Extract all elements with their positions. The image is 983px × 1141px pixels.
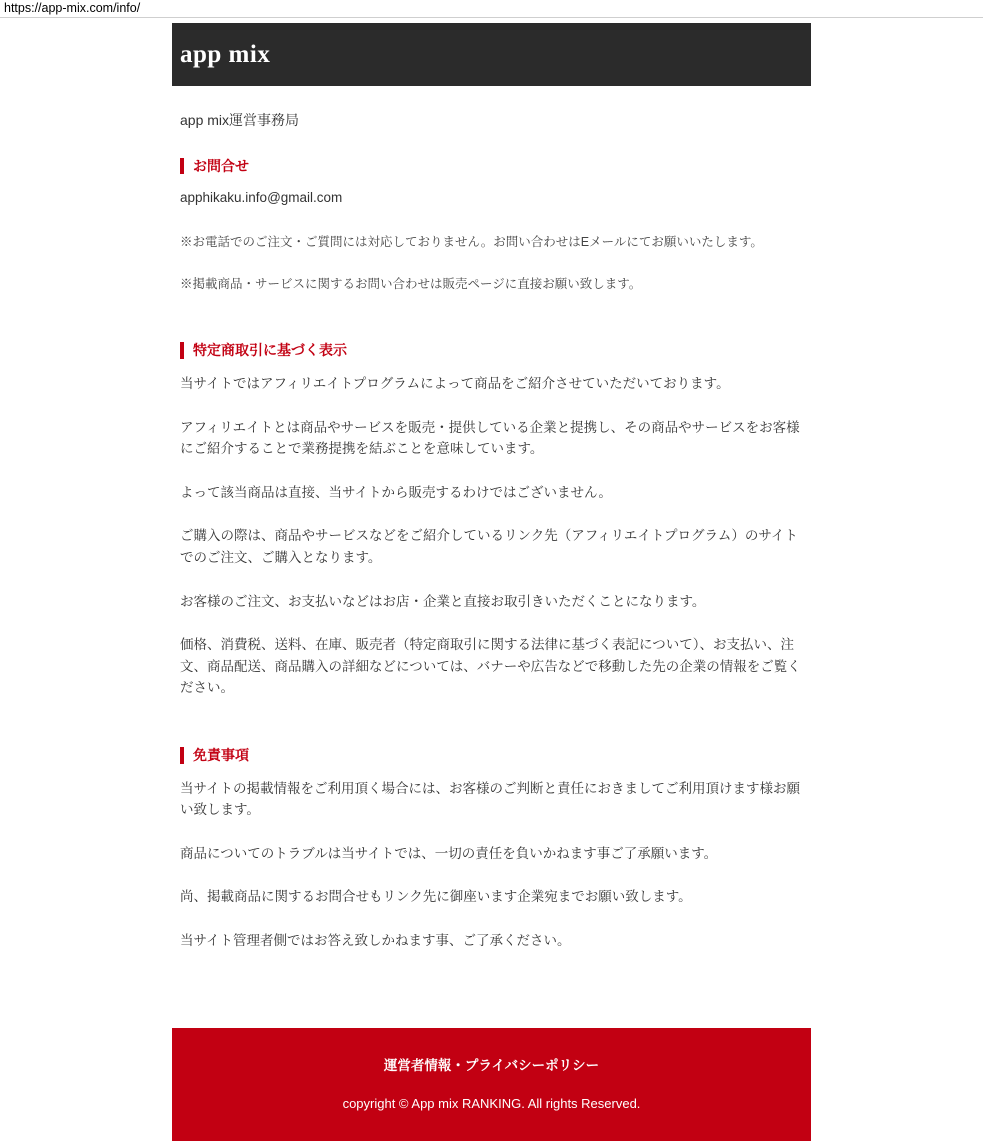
disclaimer-para-3: 尚、掲載商品に関するお問合せもリンク先に御座います企業宛までお願い致します。 [180,889,692,905]
contact-note-2: ※掲載商品・サービスに関するお問い合わせは販売ページに直接お願い致します。 [180,276,642,291]
section-heading-disclaimer: 免責事項 [180,747,803,764]
contact-email[interactable]: apphikaku.info@gmail.com [180,190,343,206]
section-heading-contact: お問合せ [180,158,803,175]
commercial-para-2: アフィリエイトとは商品やサービスを販売・提供している企業と提携し、その商品やサービスをお客様にご紹介することで業務提携を結ぶことを意味しています。 [180,419,800,457]
contact-note-1: ※お電話でのご注文・ご質問には対応しておりません。お問い合わせはEメールにてお願いいたします。 [180,235,763,250]
section-heading-commercial-transactions: 特定商取引に基づく表示 [180,342,803,359]
commercial-para-4: ご購入の際は、商品やサービスなどをご紹介しているリンク先（アフィリエイトプログラム）のサイトでのご注文、ご購入となります。 [180,528,798,565]
site-footer [172,1028,811,1141]
commercial-para-1: 当サイトではアフィリエイトプログラムによって商品をご紹介させていただいております。 [180,375,730,391]
site-logo-title[interactable]: app mix [180,40,271,68]
browser-url-bar[interactable]: https://app-mix.com/info/ [0,0,983,18]
main-content [172,110,811,998]
site-container [172,23,811,1141]
content-bottom-spacer [180,974,803,998]
footer-privacy-link[interactable]: 運営者情報・プライバシーポリシー [383,1057,600,1073]
disclaimer-para-1: 当サイトの掲載情報をご利用頂く場合には、お客様のご判断と責任におきましてご利用頂けます様お願い致します。 [180,780,801,818]
site-header [172,23,811,86]
commercial-para-6: 価格、消費税、送料、在庫、販売者（特定商取引に関する法律に基づく表記について）、お支払い、注文、商品配送、商品購入の詳細などについては、バナーや広告などで移動した先の企業の情報をご覧ください。 [180,637,801,696]
commercial-para-3: よって該当商品は直接、当サイトから販売するわけではございません。 [180,484,612,500]
commercial-para-5: お客様のご注文、お支払いなどはお店・企業と直接お取引きいただくことになります。 [180,593,706,609]
disclaimer-para-4: 当サイト管理者側ではお答え致しかねます事、ご了承ください。 [180,933,571,949]
page-canvas [0,18,983,1111]
office-name: app mix運営事務局 [180,112,300,128]
disclaimer-para-2: 商品についてのトラブルは当サイトでは、一切の責任を負いかねます事ご了承願います。 [180,845,718,861]
footer-copyright: copyright © App mix RANKING. All rights Reserved. [342,1095,641,1111]
